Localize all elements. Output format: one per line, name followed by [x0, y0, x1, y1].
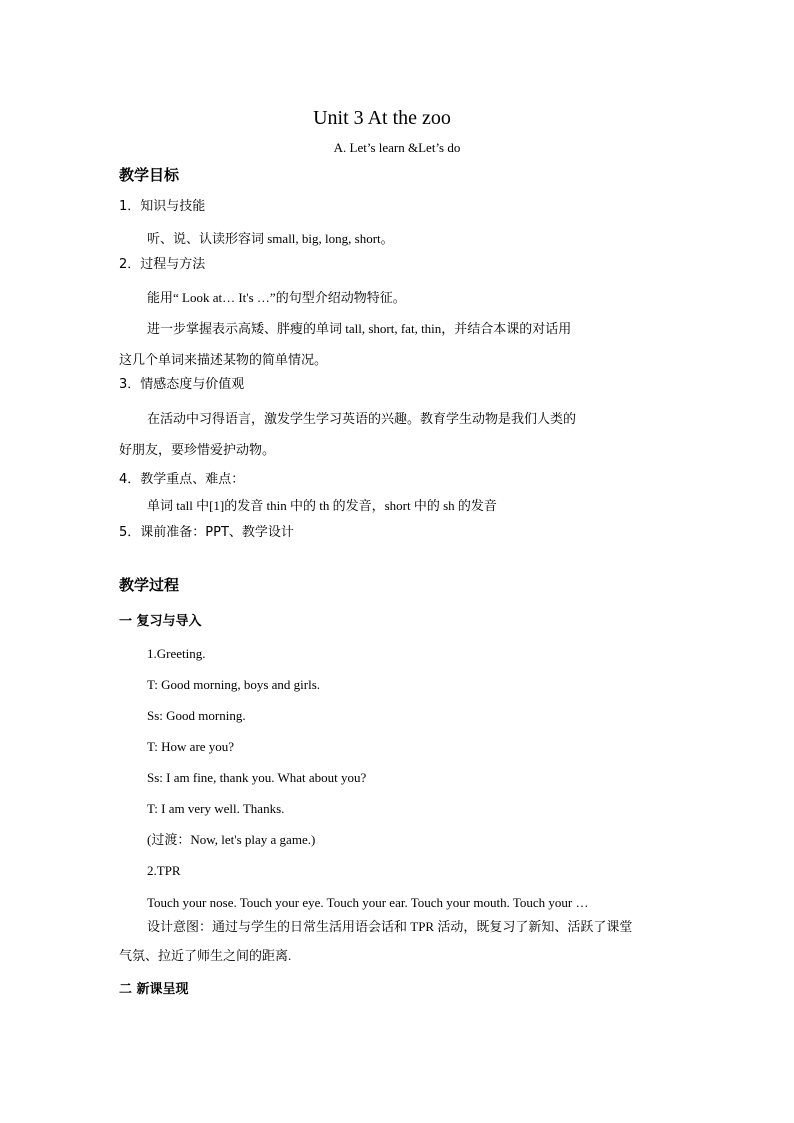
section-1-heading: 一 复习与导入	[119, 614, 202, 629]
objective-1-text: 听、说、认读形容词 small, big, long, short。	[147, 231, 394, 246]
transition-note: (过渡：Now, let's play a game.)	[147, 832, 316, 847]
document-title: Unit 3 At the zoo	[313, 107, 451, 129]
activity-label: 2.TPR	[147, 863, 181, 878]
design-intent-b: 气氛、拉近了师生之间的距离.	[119, 948, 292, 963]
dialogue-line: Ss: Good morning.	[147, 708, 246, 723]
objective-3-label: 3．情感态度与价值观	[119, 377, 245, 392]
tpr-instructions: Touch your nose. Touch your eye. Touch your ear. Touch your mouth. Touch your …	[147, 895, 589, 910]
objective-2-text-1: 能用“ Look at… It's …”的句型介绍动物特征。	[147, 290, 406, 305]
dialogue-line: T: How are you?	[147, 739, 235, 754]
objective-4-text: 单词 tall 中[1]的发音 thin 中的 th 的发音，short 中的 sh 的发音	[147, 498, 497, 513]
section-2-heading: 二 新课呈现	[119, 982, 189, 997]
objectives-heading: 教学目标	[119, 166, 180, 184]
document-subtitle: A. Let’s learn &Let’s do	[333, 140, 461, 155]
objective-5-label: 5．课前准备：PPT、教学设计	[119, 525, 294, 540]
objective-1-label: 1．知识与技能	[119, 199, 206, 214]
dialogue-line: 1.Greeting.	[147, 646, 206, 661]
objective-4-label: 4．教学重点、难点：	[119, 472, 245, 487]
objective-2-text-2a: 进一步掌握表示高矮、胖瘦的单词 tall, short, fat, thin，并结合本课的对话用	[147, 321, 572, 336]
process-heading: 教学过程	[119, 576, 180, 594]
objective-3-text-a: 在活动中习得语言，激发学生学习英语的兴趣。教育学生动物是我们人类的	[147, 411, 577, 426]
dialogue-line: T: I am very well. Thanks.	[147, 801, 285, 816]
objective-2-label: 2．过程与方法	[119, 257, 206, 272]
design-intent-a: 设计意图：通过与学生的日常生活用语会话和 TPR 活动，既复习了新知、活跃了课堂	[147, 919, 633, 934]
dialogue-line: Ss: I am fine, thank you. What about you?	[147, 770, 367, 785]
dialogue-line: T: Good morning, boys and girls.	[147, 677, 321, 692]
objective-2-text-2b: 这几个单词来描述某物的简单情况。	[119, 352, 328, 367]
objective-3-text-b: 好朋友，要珍惜爱护动物。	[119, 442, 276, 457]
